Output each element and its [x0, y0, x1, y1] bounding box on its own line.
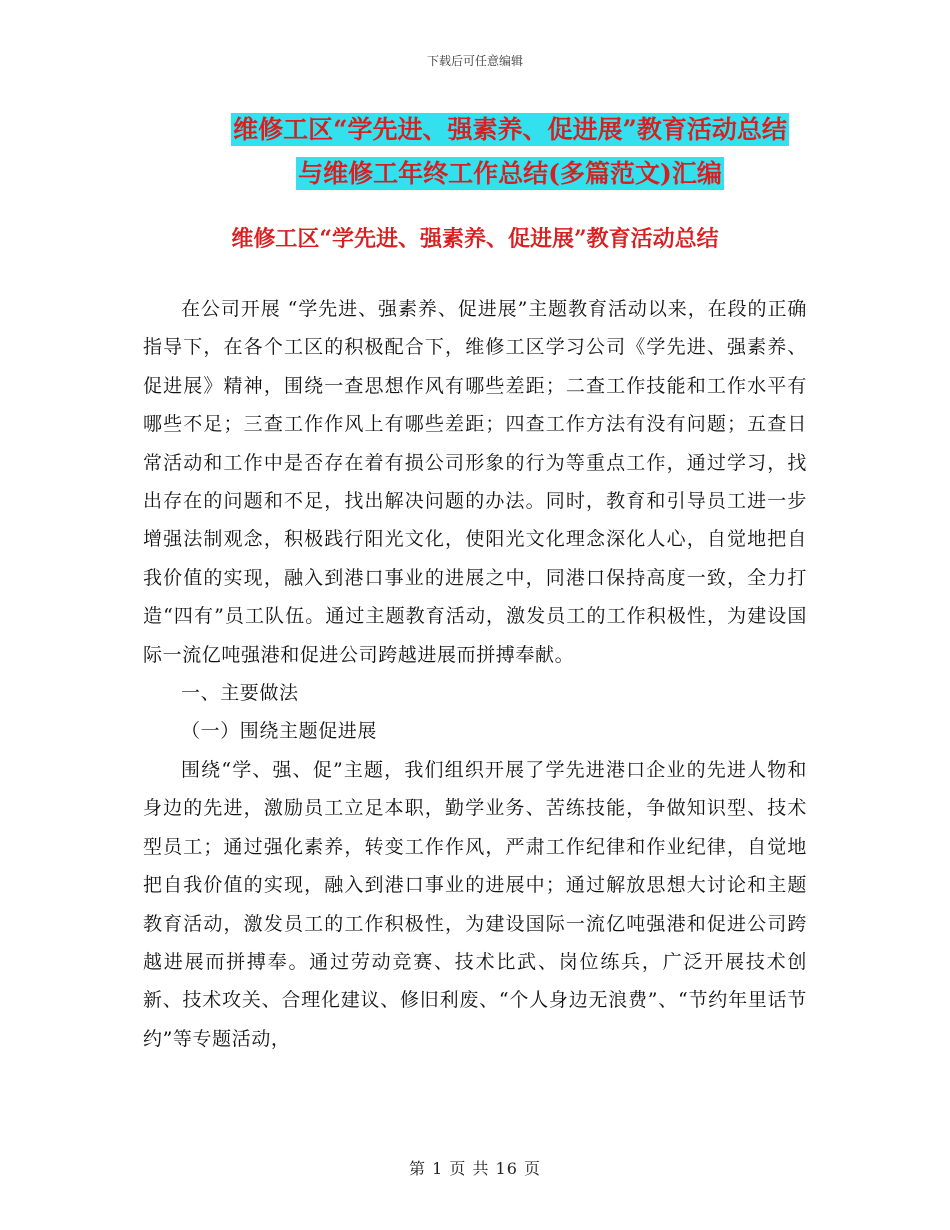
- page-number: 第 1 页 共 16 页: [409, 1159, 541, 1178]
- subheading-theme: （一）围绕主题促进展: [181, 720, 378, 743]
- paragraph-theme-details: 围绕“学、强、促”主题，我们组织开展了学先进港口企业的先进人物和身边的先进，激励员工立足本职，勤学业务、苦练技能，争做知识型、技术型员工；通过强化素养，转变工作作风，严肃工作纪律和作业纪律，自觉地把自我价值的实现，融入到港口事业的进展中；通过解放思想大讨论和主题教育活动，激发员工的工作积极性，为建设国际一流亿吨强港和促进公司跨越进展而拼搏奉。通过劳动竞赛、技术比武、岗位练兵，广泛开展技术创新、技术攻关、合理化建议、修旧利废、“个人身边无浪费”、“节约年里话节约”等专题活动，: [143, 758, 807, 1050]
- page-header-note: 下载后可任意编辑: [426, 54, 523, 68]
- document-title-line-1: 维修工区“学先进、强素养、促进展”教育活动总结: [233, 115, 787, 144]
- body-text: [143, 290, 807, 1058]
- paragraph-intro: 在公司开展 “学先进、强素养、促进展”主题教育活动以来，在段的正确指导下，在各个工区的积极配合下，维修工区学习公司《学先进、强素养、促进展》精神，围绕一查思想作风有哪些差距；二查工作技能和工作水平有哪些不足；三查工作作风上有哪些差距；四查工作方法有没有问题；五查日常活动和工作中是否存在着有损公司形象的行为等重点工作，通过学习，找出存在的问题和不足，找出解决问题的办法。同时，教育和引导员工进一步增强法制观念，积极践行阳光文化，使阳光文化理念深化人心，自觉地把自我价值的实现，融入到港口事业的进展之中，同港口保持高度一致，全力打造“四有”员工队伍。通过主题教育活动，激发员工的工作积极性，为建设国际一流亿吨强港和促进公司跨越进展而拼搏奉献。: [143, 298, 807, 666]
- document-title: [160, 108, 860, 196]
- section-title: 维修工区“学先进、强素养、促进展”教育活动总结: [231, 226, 719, 252]
- heading-main-practices: 一、主要做法: [181, 682, 299, 705]
- document-title-line-2: 与维修工年终工作总结(多篇范文)汇编: [298, 159, 722, 188]
